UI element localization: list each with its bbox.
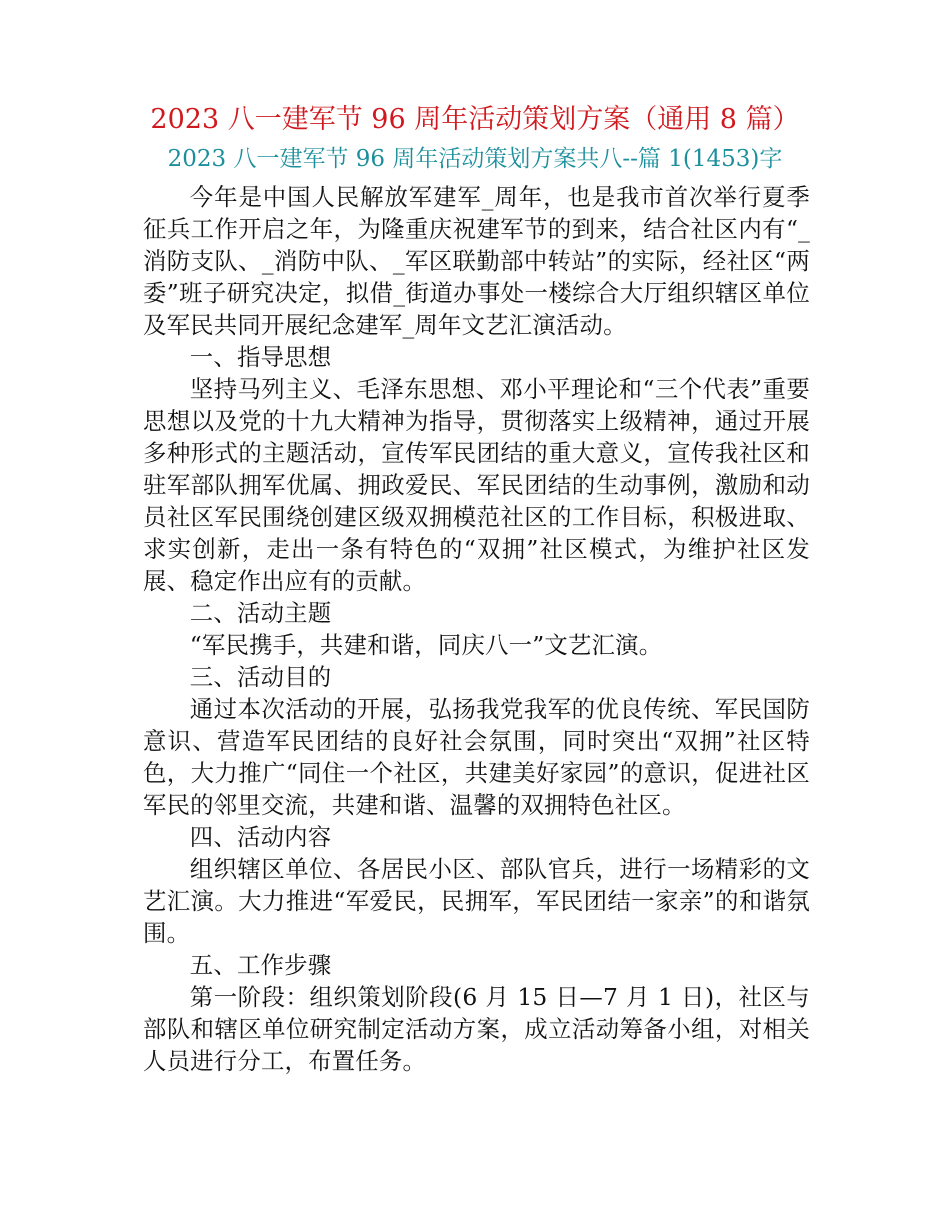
section-heading-guiding-ideology: 一、指导思想 xyxy=(189,343,332,371)
section-heading-purpose: 三、活动目的 xyxy=(189,663,332,691)
section-heading-steps: 五、工作步骤 xyxy=(189,951,332,979)
purpose-paragraph: 通过本次活动的开展，弘扬我党我军的优良传统、军民国防意识、营造军民团结的良好社会氛围，同时突出“双拥”社区特色，大力推广“同住一个社区，共建美好家园”的意识，促进社区军民的邻里交流，共建和谐、温馨的双拥特色社区。 xyxy=(143,695,810,819)
guiding-ideology-paragraph: 坚持马列主义、毛泽东思想、邓小平理论和“三个代表”重要思想以及党的十九大精神为指导，贯彻落实上级精神，通过开展多种形式的主题活动，宣传军民团结的重大意义，宣传我社区和驻军部队拥军优属、拥政爱民、军民团结的生动事例，激励和动员社区军民围绕创建区级双拥模范社区的工作目标，积极进取、求实创新，走出一条有特色的“双拥”社区模式，为维护社区发展、稳定作出应有的贡献。 xyxy=(143,375,810,595)
document-title: 2023 八一建军节 96 周年活动策划方案（通用 8 篇） xyxy=(150,104,800,135)
content-paragraph: 组织辖区单位、各居民小区、部队官兵，进行一场精彩的文艺汇演。大力推进“军爱民，民拥军，军民团结一家亲”的和谐氛围。 xyxy=(143,855,810,947)
document-body xyxy=(143,181,810,1077)
steps-paragraph: 第一阶段：组织策划阶段(6 月 15 日—7 月 1 日)，社区与部队和辖区单位研究制定活动方案，成立活动筹备小组，对相关人员进行分工，布置任务。 xyxy=(143,983,810,1075)
theme-paragraph: “军民携手，共建和谐，同庆八一”文艺汇演。 xyxy=(189,631,663,659)
document-subtitle: 2023 八一建军节 96 周年活动策划方案共八--篇 1(1453)字 xyxy=(167,146,783,172)
section-heading-content: 四、活动内容 xyxy=(189,823,332,851)
section-heading-theme: 二、活动主题 xyxy=(189,599,332,627)
intro-paragraph: 今年是中国人民解放军建军_周年，也是我市首次举行夏季征兵工作开启之年，为隆重庆祝建军节的到来，结合社区内有“_消防支队、_消防中队、_军区联勤部中转站”的实际，经社区“两委”班子研究决定，拟借_街道办事处一楼综合大厅组织辖区单位及军民共同开展纪念建军_周年文艺汇演活动。 xyxy=(143,183,810,339)
